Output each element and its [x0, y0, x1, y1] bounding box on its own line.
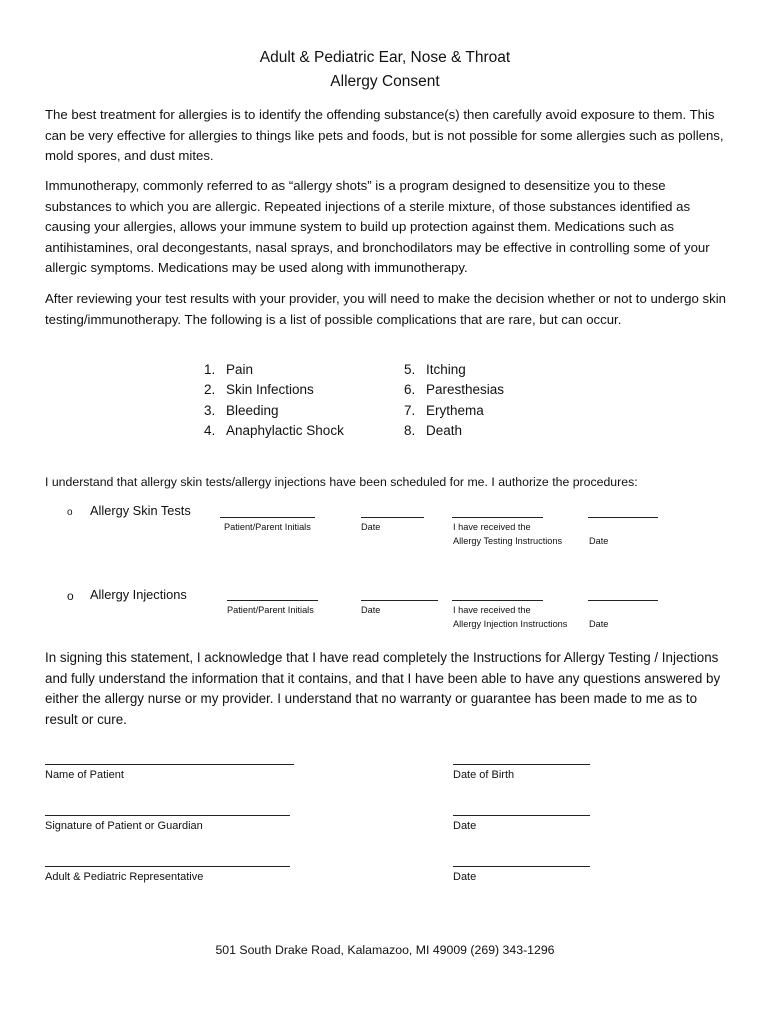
skin-tests-received-date-label: Date [589, 536, 609, 546]
form-title-line2: Allergy Consent [330, 73, 440, 90]
immunotherapy-paragraph: Immunotherapy, commonly referred to as “allergy shots” is a program designed to desensitize you to these substances to which you are allergic. Repeated injections of a sterile mixture, of those substances identified as causing your allergies, allows your immune system to build up protection against them. Medications such as antihistamines, oral decongestants, nasal sprays, and bronchodilators may be effective in controlling some of your allergic symptoms. Medications may be used along with immunotherapy. [45, 178, 710, 275]
complication-item: 4. Anaphylactic Shock [204, 423, 344, 438]
complication-item: 3. Bleeding [204, 403, 279, 418]
procedure-label-injections: Allergy Injections [90, 587, 187, 602]
injections-date-label: Date [361, 605, 381, 615]
signature-line[interactable] [45, 815, 290, 816]
signature-date-line[interactable] [453, 815, 590, 816]
complication-item: 6. Paresthesias [404, 382, 505, 397]
representative-line[interactable] [45, 866, 290, 867]
date-of-birth-line[interactable] [453, 764, 590, 765]
option-bullet-injections[interactable]: o [67, 589, 74, 603]
injections-date-line[interactable] [361, 600, 438, 601]
skin-tests-date-label: Date [361, 522, 381, 532]
representative-date-line[interactable] [453, 866, 590, 867]
authorization-statement: I understand that allergy skin tests/allergy injections have been scheduled for me. I authorize the procedures: [45, 475, 638, 489]
complication-item: 7. Erythema [404, 403, 484, 418]
injections-received-line[interactable] [452, 600, 543, 601]
patient-name-label: Name of Patient [45, 769, 124, 781]
patient-name-line[interactable] [45, 764, 294, 765]
representative-label: Adult & Pediatric Representative [45, 871, 204, 883]
complication-item: 1. Pain [204, 362, 254, 377]
skin-tests-date-line[interactable] [361, 517, 424, 518]
skin-tests-received-label-1: I have received the [453, 522, 531, 532]
intro-paragraph: The best treatment for allergies is to identify the offending substance(s) then carefully avoid exposure to them. This can be very effective for allergies to things like pets and foods, but is not possible for some allergies such as pollens, mold spores, and dust mites. [45, 107, 724, 163]
date-of-birth-label: Date of Birth [453, 769, 515, 781]
complication-item: 5. Itching [404, 362, 466, 377]
skin-tests-received-line[interactable] [452, 517, 543, 518]
injections-initials-line[interactable] [227, 600, 318, 601]
injections-received-date-line[interactable] [588, 600, 658, 601]
complication-item: 2. Skin Infections [204, 382, 314, 397]
injections-received-label-2: Allergy Injection Instructions [453, 619, 568, 629]
form-title-line1: Adult & Pediatric Ear, Nose & Throat [259, 49, 511, 66]
decision-paragraph: After reviewing your test results with your provider, you will need to make the decision whether or not to undergo skin testing/immunotherapy. The following is a list of possible complications that are rare, but can occur. [45, 291, 726, 327]
signature-label: Signature of Patient or Guardian [45, 820, 203, 832]
complication-item: 8. Death [404, 423, 463, 438]
skin-tests-initials-label: Patient/Parent Initials [224, 522, 311, 532]
option-bullet-skin-tests[interactable]: o [67, 507, 73, 518]
representative-date-label: Date [453, 871, 477, 883]
acknowledgement-paragraph: In signing this statement, I acknowledge that I have read completely the Instructions for Allergy Testing / Injections and fully understand the information that it contains, and that I have been able to have any questions answered by either the allergy nurse or my provider. I understand that no warranty or guarantee has been made to me as to result or cure. [45, 650, 721, 727]
procedure-label-skin-tests: Allergy Skin Tests [90, 503, 191, 518]
skin-tests-received-label-2: Allergy Testing Instructions [453, 536, 563, 546]
injections-received-label-1: I have received the [453, 605, 531, 615]
skin-tests-initials-line[interactable] [220, 517, 315, 518]
injections-received-date-label: Date [589, 619, 609, 629]
skin-tests-received-date-line[interactable] [588, 517, 658, 518]
injections-initials-label: Patient/Parent Initials [227, 605, 314, 615]
signature-date-label: Date [453, 820, 477, 832]
footer-address: 501 South Drake Road, Kalamazoo, MI 49009 (269) 343-1296 [215, 943, 555, 957]
